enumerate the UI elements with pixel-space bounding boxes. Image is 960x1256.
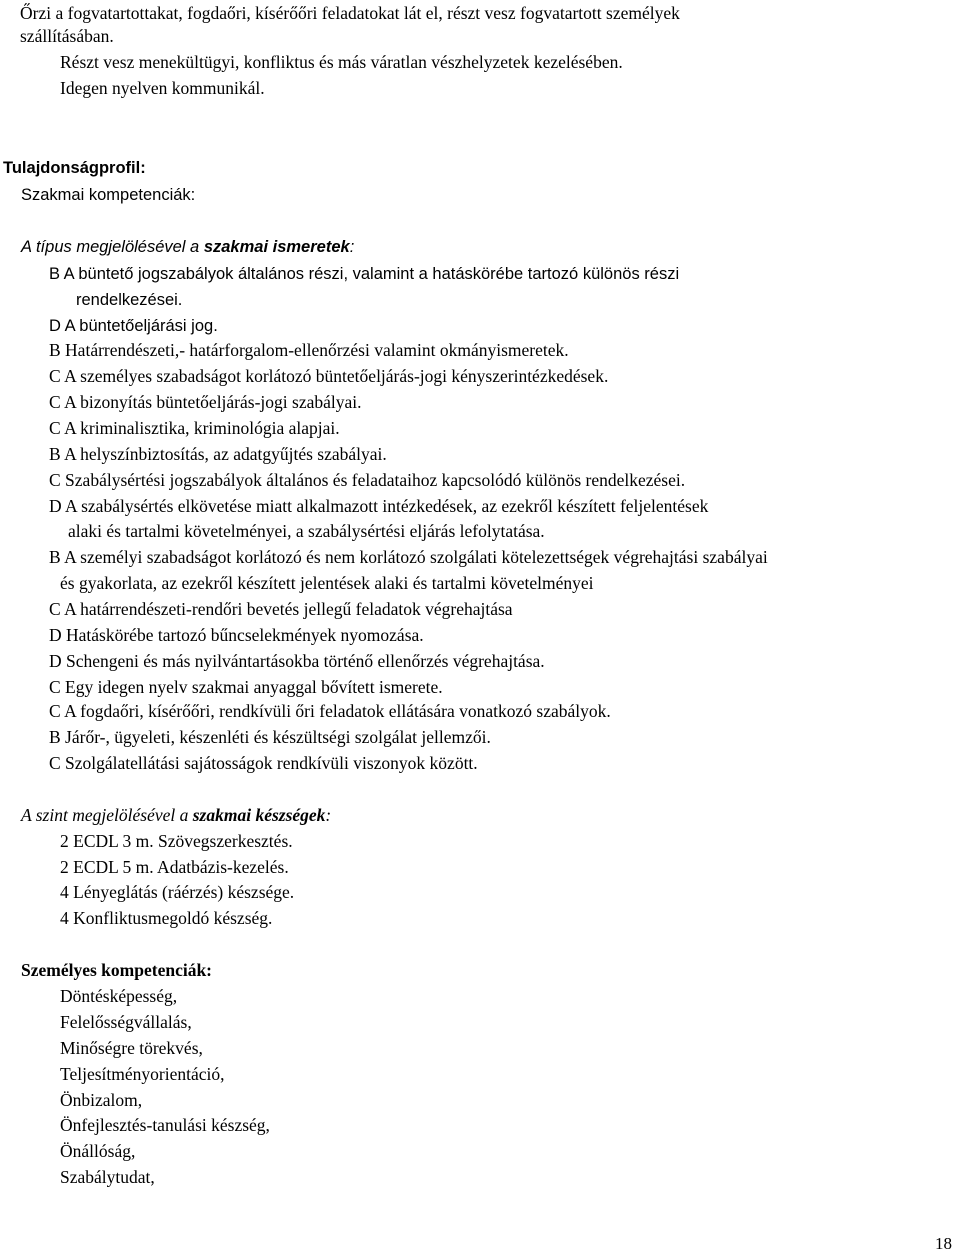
knowledge-heading-prefix: A típus megjelölésével a bbox=[21, 238, 204, 256]
personal-item: Önfejlesztés-tanulási készség, bbox=[60, 1115, 270, 1135]
knowledge-heading bbox=[21, 236, 354, 258]
knowledge-item: és gyakorlata, az ezekről készített jelentések alaki és tartalmi követelményei bbox=[60, 573, 594, 593]
personal-item: Döntésképesség, bbox=[60, 986, 178, 1006]
knowledge-item: D Schengeni és más nyilvántartásokba történő ellenőrzés végrehajtása. bbox=[49, 651, 545, 671]
profile-subtitle: Szakmai kompetenciák: bbox=[21, 186, 196, 204]
knowledge-item: B Járőr-, ügyeleti, készenléti és készültségi szolgálat jellemzői. bbox=[49, 727, 491, 747]
intro-line: Őrzi a fogvatartottakat, fogdaőri, kísérőőri feladatokat lát el, részt vesz fogvatartott személyek bbox=[20, 3, 680, 23]
page-number: 18 bbox=[935, 1234, 952, 1253]
skill-item: 2 ECDL 3 m. Szövegszerkesztés. bbox=[60, 831, 293, 851]
knowledge-item: C Egy idegen nyelv szakmai anyaggal bővített ismerete. bbox=[49, 677, 443, 697]
personal-item: Önbizalom, bbox=[60, 1090, 143, 1110]
knowledge-item: B A büntető jogszabályok általános részi, valamint a hatáskörébe tartozó különös részi bbox=[49, 265, 680, 283]
intro-line: Részt vesz menekültügyi, konfliktus és más váratlan vészhelyzetek kezelésében. bbox=[60, 52, 623, 72]
knowledge-item: alaki és tartalmi követelményei, a szabálysértési eljárás lefolytatása. bbox=[68, 521, 545, 541]
knowledge-item: B A személyi szabadságot korlátozó és nem korlátozó szolgálati kötelezettségek végrehajtási szabályai bbox=[49, 547, 768, 567]
personal-item: Minőségre törekvés, bbox=[60, 1038, 203, 1058]
personal-item: Önállóság, bbox=[60, 1141, 136, 1161]
skill-item: 4 Konfliktusmegoldó készség. bbox=[60, 908, 273, 928]
knowledge-heading-emph: szakmai ismeretek bbox=[203, 238, 350, 256]
skill-item: 2 ECDL 5 m. Adatbázis-kezelés. bbox=[60, 857, 289, 877]
knowledge-item: B A helyszínbiztosítás, az adatgyűjtés szabályai. bbox=[49, 444, 387, 464]
knowledge-item: D Hatáskörébe tartozó bűncselekmények nyomozása. bbox=[49, 625, 424, 645]
knowledge-item: C A határrendészeti-rendőri bevetés jellegű feladatok végrehajtása bbox=[49, 599, 513, 619]
profile-title: Tulajdonságprofil: bbox=[3, 159, 146, 177]
knowledge-heading-suffix: : bbox=[349, 238, 355, 256]
knowledge-item: C A bizonyítás büntetőeljárás-jogi szabályai. bbox=[49, 392, 362, 412]
skills-heading-suffix: : bbox=[325, 805, 332, 825]
knowledge-item: C Szolgálatellátási sajátosságok rendkívüli viszonyok között. bbox=[49, 753, 478, 773]
personal-heading: Személyes kompetenciák: bbox=[21, 960, 213, 980]
personal-item: Szabálytudat, bbox=[60, 1167, 155, 1187]
knowledge-item: C A fogdaőri, kísérőőri, rendkívüli őri feladatok ellátására vonatkozó szabályok. bbox=[49, 701, 611, 721]
knowledge-item: D A büntetőeljárási jog. bbox=[49, 317, 218, 335]
personal-item: Teljesítményorientáció, bbox=[60, 1064, 225, 1084]
knowledge-item: rendelkezései. bbox=[76, 291, 183, 309]
knowledge-item: C A személyes szabadságot korlátozó büntetőeljárás-jogi kényszerintézkedések. bbox=[49, 366, 609, 386]
knowledge-item: B Határrendészeti,- határforgalom-ellenőrzési valamint okmányismeretek. bbox=[49, 340, 569, 360]
knowledge-item: C Szabálysértési jogszabályok általános és feladataihoz kapcsolódó különös rendelkezései. bbox=[49, 470, 686, 490]
intro-line: szállításában. bbox=[20, 26, 114, 46]
skills-heading-prefix: A szint megjelölésével a bbox=[21, 805, 193, 825]
skills-heading bbox=[21, 804, 331, 826]
personal-item: Felelősségvállalás, bbox=[60, 1012, 192, 1032]
skill-item: 4 Lényeglátás (ráérzés) készsége. bbox=[60, 882, 295, 902]
skills-heading-emph: szakmai készségek bbox=[192, 805, 326, 825]
intro-line: Idegen nyelven kommunikál. bbox=[60, 78, 265, 98]
knowledge-item: C A kriminalisztika, kriminológia alapjai. bbox=[49, 418, 340, 438]
knowledge-item: D A szabálysértés elkövetése miatt alkalmazott intézkedések, az ezekről készített feljelentések bbox=[49, 496, 709, 516]
